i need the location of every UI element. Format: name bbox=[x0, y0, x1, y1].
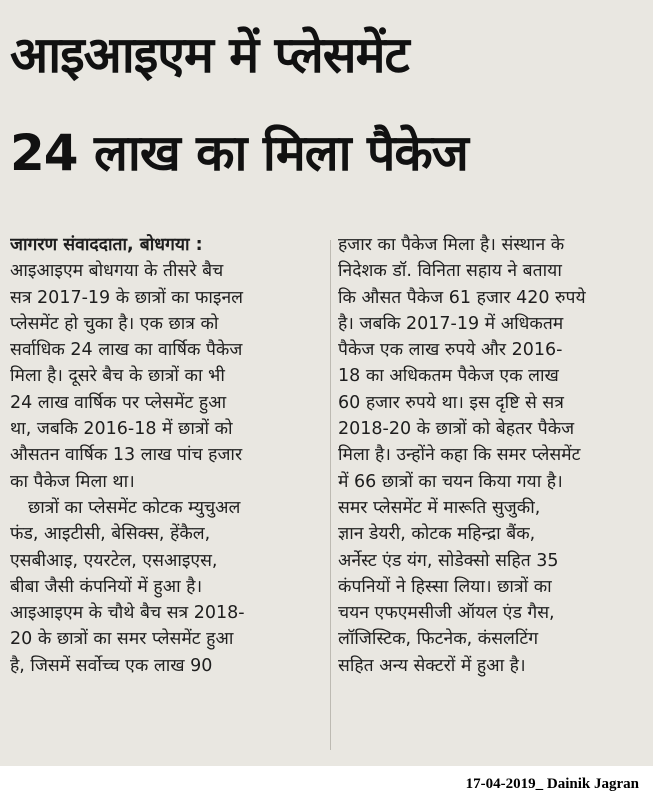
article-line: सर्वाधिक 24 लाख का वार्षिक पैकेज bbox=[10, 340, 243, 361]
article-line: बीबा जैसी कंपनियों में हुआ है। bbox=[10, 576, 203, 597]
headline-line-1: आइआइएम में प्लेसमेंट bbox=[10, 26, 409, 84]
article-line: समर प्लेसमेंट में मारूति सुजुकी, bbox=[338, 497, 541, 518]
article-line: चयन एफएमसीजी ऑयल एंड गैस, bbox=[338, 603, 555, 624]
article-line: है। जबकि 2017-19 में अधिकतम bbox=[338, 313, 564, 334]
article-line: हजार का पैकेज मिला है। संस्थान के bbox=[338, 235, 565, 255]
article-line: मिला है। दूसरे बैच के छात्रों का भी bbox=[10, 366, 225, 387]
date-source-caption: 17-04-2019_ Dainik Jagran bbox=[465, 776, 639, 792]
article-line: जागरण संवाददाता, बोधगया : bbox=[10, 235, 203, 255]
article-line: है, जिसमें सर्वोच्च एक लाख 90 bbox=[10, 655, 213, 676]
article-line: अर्नेस्ट एंड यंग, सोडेक्सो सहित 35 bbox=[338, 550, 559, 571]
article-line: आइआइएम के चौथे बैच सत्र 2018- bbox=[10, 603, 245, 624]
article-line: 20 के छात्रों का समर प्लेसमेंट हुआ bbox=[10, 629, 234, 650]
article-line: था, जबकि 2016-18 में छात्रों को bbox=[10, 419, 233, 440]
article-line: आइआइएम बोधगया के तीसरे बैच bbox=[10, 261, 224, 282]
article-line: फंड, आइटीसी, बेसिक्स, हेंकैल, bbox=[10, 524, 211, 545]
article-line: औसतन वार्षिक 13 लाख पांच हजार bbox=[10, 445, 243, 466]
article-line: एसबीआइ, एयरटेल, एसआइएस, bbox=[10, 550, 218, 571]
article-line: का पैकेज मिला था। bbox=[10, 471, 135, 492]
article-line: प्लेसमेंट हो चुका है। एक छात्र को bbox=[10, 313, 219, 334]
article-line: सहित अन्य सेक्टरों में हुआ है। bbox=[338, 655, 526, 676]
article-line: लॉजिस्टिक, फिटनेक, कंसलटिंग bbox=[338, 629, 539, 650]
article-line: सत्र 2017-19 के छात्रों का फाइनल bbox=[10, 287, 244, 308]
article-line: छात्रों का प्लेसमेंट कोटक म्युचुअल bbox=[28, 497, 241, 518]
column-divider bbox=[330, 240, 331, 750]
article-line: कंपनियों ने हिस्सा लिया। छात्रों का bbox=[338, 576, 552, 597]
article-line: 18 का अधिकतम पैकेज एक लाख bbox=[338, 366, 559, 387]
article-line: पैकेज एक लाख रुपये और 2016- bbox=[338, 340, 563, 361]
article-line: में 66 छात्रों का चयन किया गया है। bbox=[338, 471, 563, 492]
article-line: 24 लाख वार्षिक पर प्लेसमेंट हुआ bbox=[10, 392, 227, 413]
article-line: निदेशक डॉ. विनिता सहाय ने बताया bbox=[338, 261, 562, 282]
article-line: ज्ञान डेयरी, कोटक महिन्द्रा बैंक, bbox=[338, 524, 536, 545]
article-line: 60 हजार रुपये था। इस दृष्टि से सत्र bbox=[338, 392, 564, 413]
article-line: मिला है। उन्होंने कहा कि समर प्लेसमेंट bbox=[338, 445, 581, 466]
article-column-left bbox=[10, 232, 326, 679]
article-line: 2018-20 के छात्रों को बेहतर पैकेज bbox=[338, 419, 575, 440]
article-column-right bbox=[338, 232, 641, 679]
headline-line-2: 24 लाख का मिला पैकेज bbox=[10, 124, 468, 182]
article-line: कि औसत पैकेज 61 हजार 420 रुपये bbox=[338, 287, 586, 308]
